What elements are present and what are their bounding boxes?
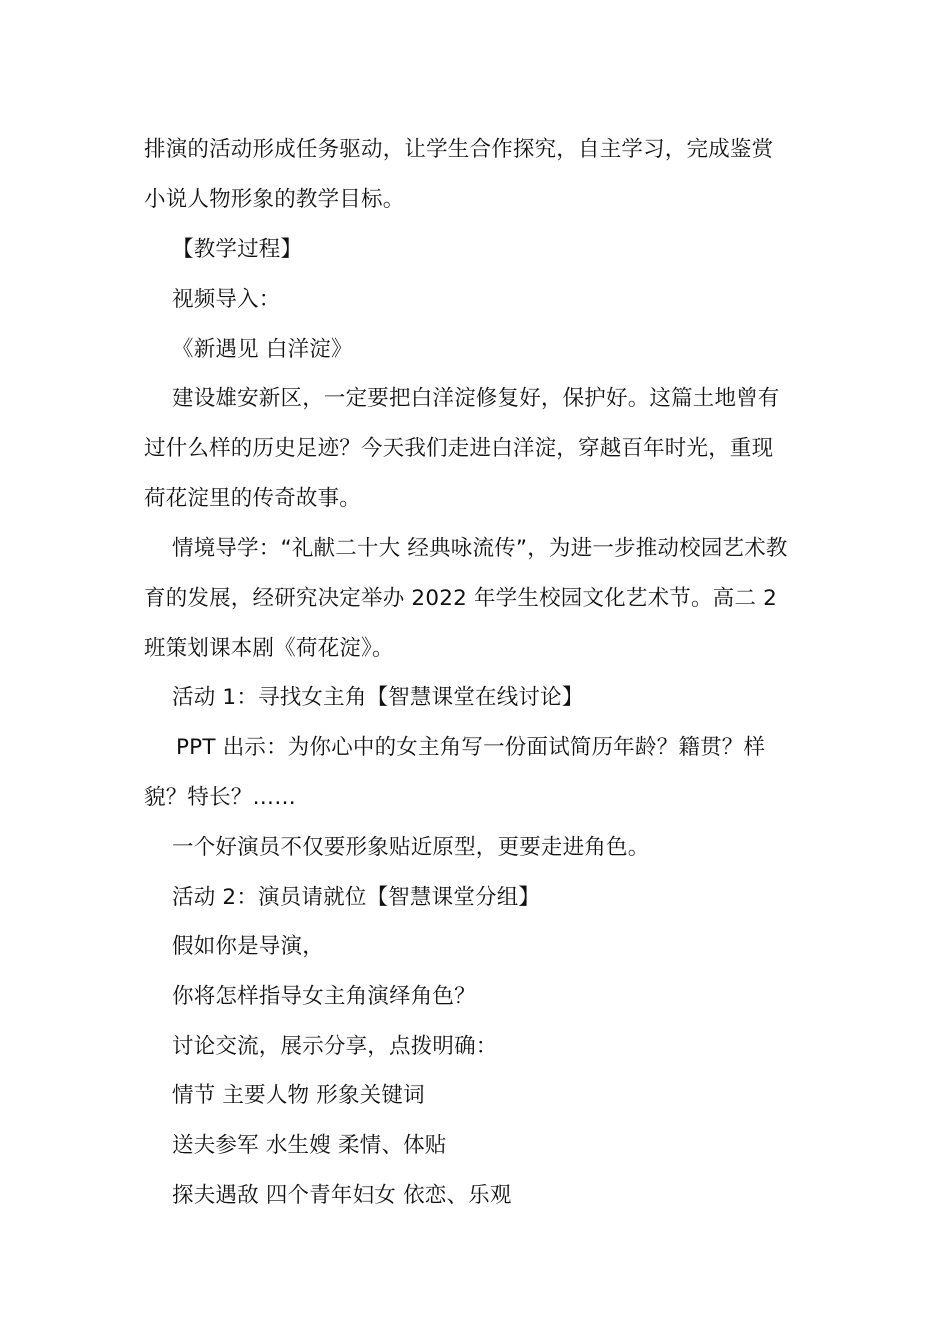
paragraph-line: 一个好演员不仅要形象贴近原型，更要走进角色。: [172, 835, 650, 860]
video-title: 《新遇见 白洋淀》: [172, 337, 353, 362]
paragraph-line: 建设雄安新区，一定要把白洋淀修复好，保护好。这篇土地曾有: [172, 386, 780, 411]
paragraph-line: 假如你是导演，: [172, 934, 324, 959]
paragraph-line: 情境导学：“礼献二十大 经典咏流传”，为进一步推动校园艺术教: [172, 536, 788, 561]
paragraph-line: 过什么样的历史足迹？今天我们走进白洋淀，穿越百年时光，重现: [144, 436, 774, 461]
activity-heading: 活动 2：演员请就位【智慧课堂分组】: [172, 885, 541, 910]
paragraph-line: 讨论交流，展示分享，点拨明确：: [172, 1034, 498, 1059]
section-heading: 【教学过程】: [172, 237, 303, 262]
paragraph-line: 貌？特长？……: [144, 785, 296, 810]
paragraph-line: 排演的活动形成任务驱动，让学生合作探究，自主学习，完成鉴赏: [144, 137, 774, 162]
paragraph-line: PPT 出示：为你心中的女主角写一份面试简历年龄？籍贯？样: [176, 735, 766, 760]
paragraph-line: 荷花淀里的传奇故事。: [144, 486, 362, 511]
paragraph-line: 小说人物形象的教学目标。: [144, 187, 405, 212]
activity-heading: 活动 1：寻找女主角【智慧课堂在线讨论】: [172, 685, 584, 710]
paragraph-line: 视频导入：: [172, 287, 281, 312]
table-row-line: 探夫遇敌 四个青年妇女 依恋、乐观: [172, 1183, 512, 1208]
table-row-line: 送夫参军 水生嫂 柔情、体贴: [172, 1133, 447, 1158]
paragraph-line: 育的发展，经研究决定举办 2022 年学生校园文化艺术节。高二 2: [144, 586, 777, 611]
table-header-line: 情节 主要人物 形象关键词: [172, 1083, 425, 1108]
paragraph-line: 班策划课本剧《荷花淀》。: [144, 636, 394, 661]
paragraph-line: 你将怎样指导女主角演绎角色？: [172, 984, 476, 1009]
